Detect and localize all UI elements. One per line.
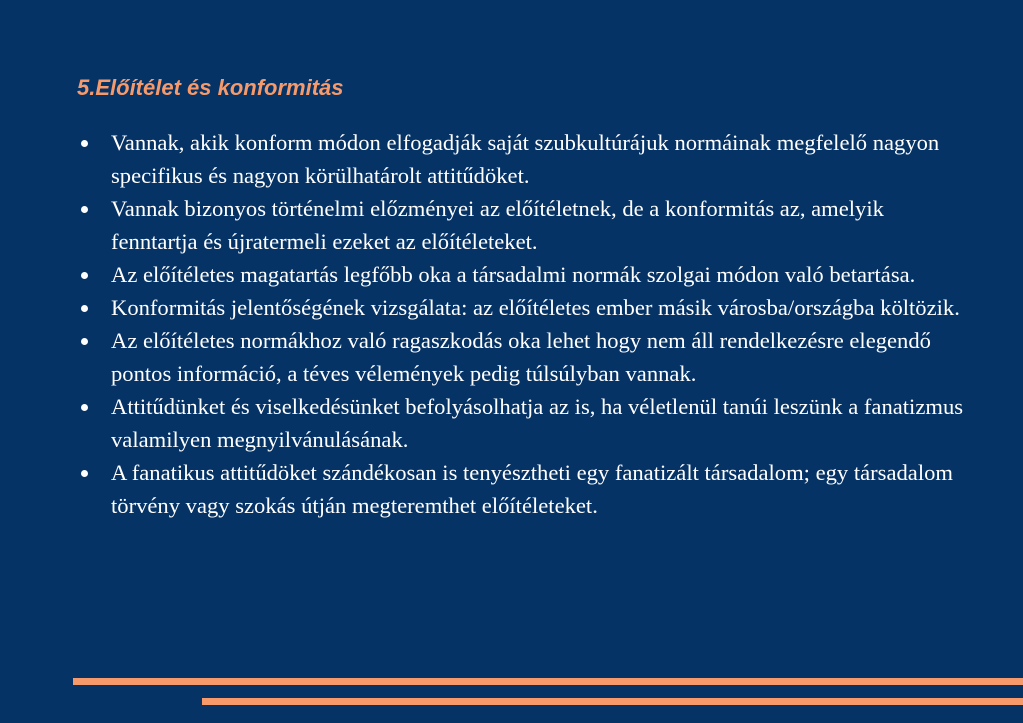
- bullet-item: [80, 291, 970, 324]
- bullet-item: [80, 258, 970, 291]
- bullet-dot-icon: [81, 305, 88, 312]
- decorative-bar-lower: [202, 698, 1023, 705]
- bullet-item: [80, 456, 970, 522]
- slide-title: 5.Előítélet és konformitás: [77, 75, 344, 100]
- bullet-text: Attitűdünket és viselkedésünket befolyásolhatja az is, ha véletlenül tanúi leszünk a fanatizmus valamilyen megnyilvánulásának.: [111, 394, 964, 452]
- decorative-bar-upper: [73, 678, 1023, 685]
- bullet-text: A fanatikus attitűdöket szándékosan is tenyésztheti egy fanatizált társadalom; egy társadalom törvény vagy szokás útján megteremthet előítéleteket.: [111, 460, 953, 518]
- bullet-dot-icon: [81, 140, 88, 147]
- bullet-text: Vannak, akik konform módon elfogadják saját szubkultúrájuk normáinak megfelelő nagyon specifikus és nagyon körülhatárolt attitűdöket.: [111, 130, 940, 188]
- bullet-item: [80, 390, 970, 456]
- bullet-item: [80, 324, 970, 390]
- bullet-dot-icon: [81, 470, 88, 477]
- bullet-item: [80, 192, 970, 258]
- bullet-item: [80, 126, 970, 192]
- bullet-text: Vannak bizonyos történelmi előzményei az előítéletnek, de a konformitás az, amelyik fenntartja és újratermeli ezeket az előítéleteket.: [111, 196, 884, 254]
- bullet-dot-icon: [81, 404, 88, 411]
- bullet-dot-icon: [81, 206, 88, 213]
- bullet-text: Konformitás jelentőségének vizsgálata: az előítéletes ember másik városba/országba költözik.: [111, 295, 960, 320]
- bullet-dot-icon: [81, 272, 88, 279]
- bullet-list: [80, 126, 970, 522]
- bullet-dot-icon: [81, 338, 88, 345]
- bullet-text: Az előítéletes magatartás legfőbb oka a társadalmi normák szolgai módon való betartása.: [111, 262, 916, 287]
- bullet-text: Az előítéletes normákhoz való ragaszkodás oka lehet hogy nem áll rendelkezésre elegendő pontos információ, a téves vélemények pedig túlsúlyban vannak.: [111, 328, 931, 386]
